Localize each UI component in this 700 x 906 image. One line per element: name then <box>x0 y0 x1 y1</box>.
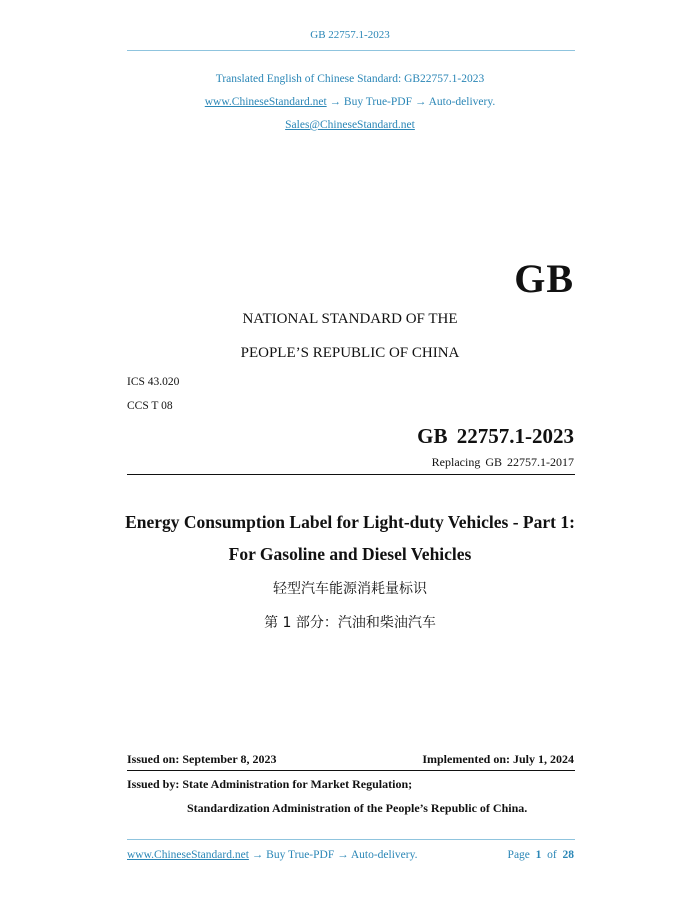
ics-code: ICS 43.020 <box>127 376 180 388</box>
replacing-note: Replacing GB 22757.1-2017 <box>431 455 574 469</box>
running-header: GB 22757.1-2023 <box>310 29 390 41</box>
page-indicator <box>508 849 574 861</box>
promo-tail: → Buy True-PDF → Auto-delivery. <box>326 96 496 108</box>
title-divider <box>127 474 575 475</box>
national-standard-line2: PEOPLE’S REPUBLIC OF CHINA <box>240 345 460 361</box>
implemented-on-date: Implemented on: July 1, 2024 <box>422 752 574 766</box>
chinese-title-line1: 轻型汽车能源消耗量标识 <box>273 581 427 597</box>
page-current: 1 <box>535 849 542 861</box>
translation-notice: Translated English of Chinese Standard: GB22757.1-2023 <box>215 73 485 85</box>
promo-line <box>0 96 700 108</box>
site-link[interactable]: www.ChineseStandard.net <box>204 96 327 108</box>
email-link[interactable]: Sales@ChineseStandard.net <box>285 119 415 131</box>
national-standard-line1: NATIONAL STANDARD OF THE <box>242 311 458 327</box>
document-title-line2: For Gasoline and Diesel Vehicles <box>228 544 472 564</box>
footer-site-link[interactable]: www.ChineseStandard.net <box>127 849 249 861</box>
gb-logo: GB <box>514 256 574 301</box>
footer-divider <box>127 839 575 840</box>
page-word: Page <box>507 849 530 861</box>
footer-promo <box>127 849 417 861</box>
issued-divider <box>127 770 575 771</box>
page-of: of <box>547 849 557 861</box>
page-total: 28 <box>562 849 574 861</box>
document-title-line1: Energy Consumption Label for Light-duty Vehicles - Part 1: <box>125 512 575 532</box>
chinese-title-line2: 第 1 部分：汽油和柴油汽车 <box>264 615 436 631</box>
footer-promo-tail: → Buy True-PDF → Auto-delivery. <box>248 849 418 861</box>
ccs-code: CCS T 08 <box>127 400 173 412</box>
issuer-line2: Standardization Administration of the People’s Republic of China. <box>187 801 528 815</box>
email-line <box>0 119 700 131</box>
issuer-line1: Issued by: State Administration for Market Regulation; <box>127 777 413 791</box>
issued-on-date: Issued on: September 8, 2023 <box>127 752 277 766</box>
header-divider <box>127 50 575 51</box>
standard-number: GB 22757.1-2023 <box>417 424 574 448</box>
